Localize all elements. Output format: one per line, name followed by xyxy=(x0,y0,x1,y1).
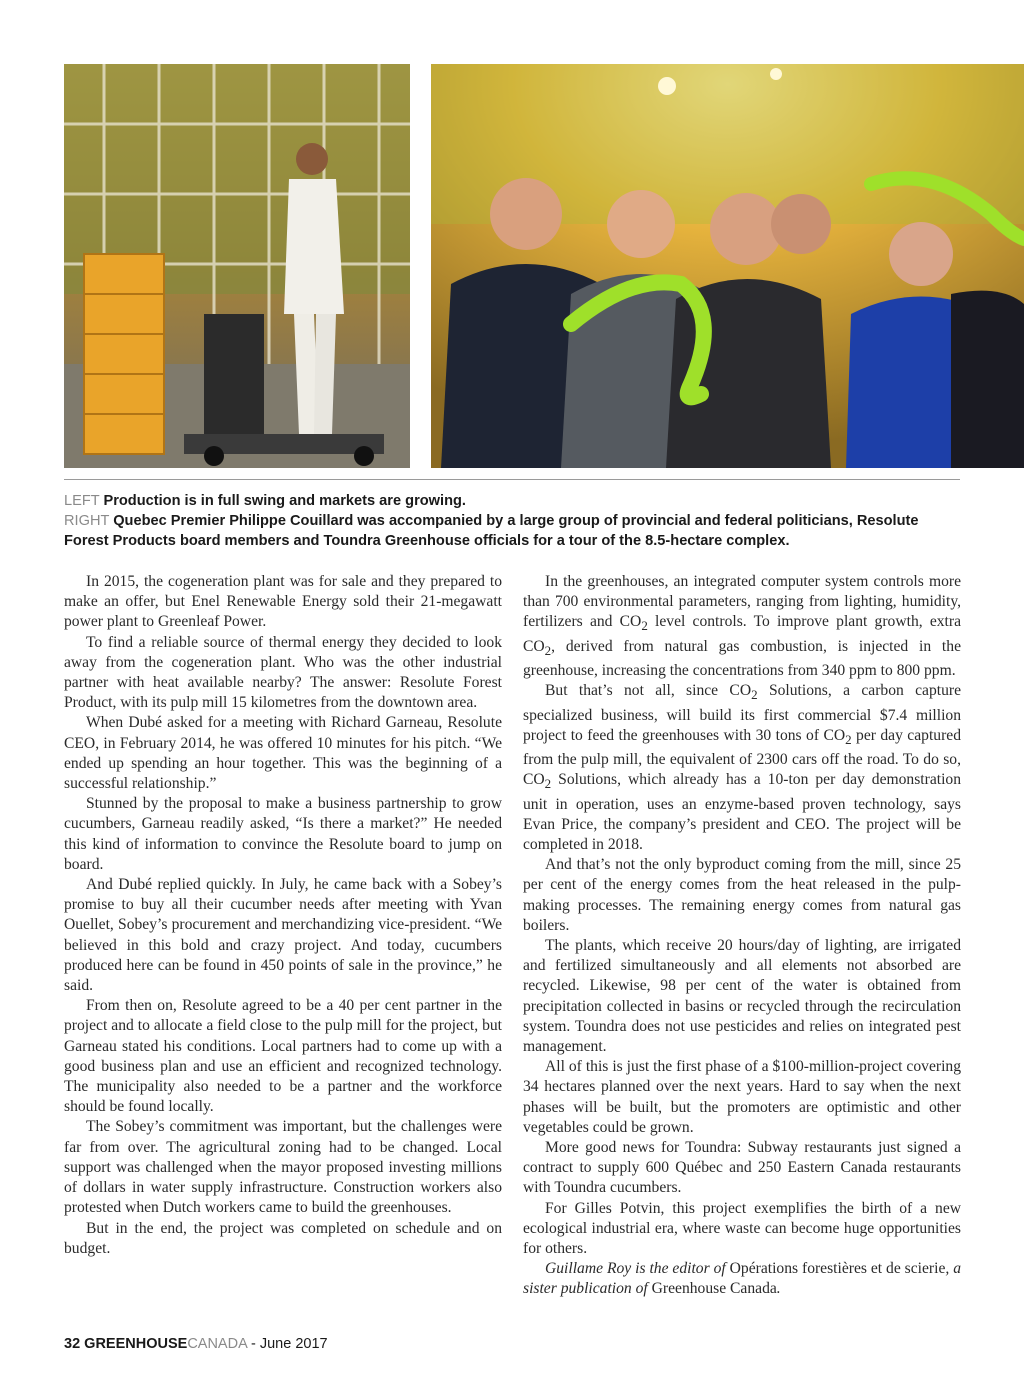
caption-right-text: Quebec Premier Philippe Couillard was accompanied by a large group of provincial and federal politicians, Resolute Forest Products board members and Toundra Greenhouse officials for a tour of the 8.5-hectare complex. xyxy=(64,513,919,549)
paragraph: But that’s not all, since $CO_2$ Solutions, a carbon capture specialized business, will build its first commercial $7.4 million project to feed the greenhouses with 30 tons of $CO_2$ per day captured from the pulp mill, the equivalent of 2300 cars off the road. To do so, $CO_2$ Solutions, which already has a 10-ton per day demonstration unit in operation, uses an enzyme-based proven technology, says Evan Price, the company’s president and CEO. The project will be completed in 2018. xyxy=(523,682,962,853)
article-column-right xyxy=(523,572,961,1300)
greenhouse-worker-image xyxy=(64,64,410,468)
author-credit: Guillame Roy is the editor of Opérations forestières et de scierie, a sister publication of Greenhouse Canada. xyxy=(523,1260,962,1298)
article-column-left xyxy=(64,572,502,1259)
paragraph: In 2015, the cogeneration plant was for sale and they prepared to make an offer, but Enel Renewable Energy sold their 21-megawatt power plant to Greenleaf Power. xyxy=(64,573,502,631)
caption-left xyxy=(64,491,964,511)
caption-divider xyxy=(64,479,960,480)
paragraph: For Gilles Potvin, this project exemplifies the birth of a new ecological industrial era, where waste can become huge opportunities for others. xyxy=(523,1199,961,1258)
paragraph: From then on, Resolute agreed to be a 40 per cent partner in the project and to allocate a field close to the pulp mill for the project, but Garneau stated his conditions. Local partners had to come up with a good business plan and use an efficient and recognized technology. The municipality also needed to be a partner and the workforce should be found locally. xyxy=(64,997,502,1116)
publication-name: GREENHOUSE xyxy=(84,1336,188,1352)
page-number: 32 xyxy=(64,1336,81,1352)
paragraph: And that’s not the only byproduct coming from the mill, since 25 per cent of the energy comes from the heat released in the pulp-making processes. The remaining energy comes from natural gas boilers. xyxy=(523,856,961,934)
paragraph: All of this is just the first phase of a $100-million-project covering 34 hectares planned over the next years. Hard to say when the next phases will be built, but the promoters are optimistic and other vegetables could be grown. xyxy=(523,1058,961,1136)
paragraph: But in the end, the project was completed on schedule and on budget. xyxy=(64,1219,502,1257)
caption-left-label: LEFT xyxy=(64,493,100,509)
photo-left xyxy=(64,64,410,468)
paragraph: And Dubé replied quickly. In July, he came back with a Sobey’s promise to buy all their cucumber needs after meeting with Yvan Ouellet, Sobey’s procurement and merchandizing vice-president. “We believed in this bold and crazy project. And today, cucumbers produced here can be found in 450 points of sale in the province,” he said. xyxy=(64,876,502,995)
paragraph: When Dubé asked for a meeting with Richard Garneau, Resolute CEO, in February 2014, he was offered 10 minutes for his pitch. “We ended up spending an hour together. This was the beginning of a successful relationship.” xyxy=(64,714,502,793)
paragraph: The Sobey’s commitment was important, but the challenges were far from over. The agricultural zoning had to be changed. Local support was challenged when the mayor proposed investing millions of dollars in water supply infrastructure. Construction workers also protested when Dutch workers came to build the greenhouses. xyxy=(64,1118,502,1217)
page-footer xyxy=(64,1336,328,1352)
photo-captions xyxy=(64,491,964,551)
caption-right-label: RIGHT xyxy=(64,513,110,529)
paragraph: In the greenhouses, an integrated computer system controls more than 700 environmental parameters, ranging from lighting, humidity, fertilizers and $CO_2$ level controls. To improve plant growth, extra $CO_2$, derived from natural gas combustion, is injected in the greenhouse, increasing the concentrations from 340 ppm to 800 ppm. xyxy=(523,573,961,680)
paragraph: More good news for Toundra: Subway restaurants just signed a contract to supply 600 Québec and 250 Eastern Canada restaurants with Toundra cucumbers. xyxy=(523,1139,961,1197)
caption-left-text: Production is in full swing and markets are growing. xyxy=(103,493,466,509)
photo-right xyxy=(431,64,1024,468)
paragraph: The plants, which receive 20 hours/day of lighting, are irrigated and fertilized simultaneously and all elements not absorbed are recycled. Likewise, 98 per cent of the water is obtained from precipitation collected in basins or recycled through the recirculation system. Toundra does not use pesticides and relies on integrated pest management. xyxy=(523,937,961,1056)
ribbon-cutting-image xyxy=(431,64,1024,468)
paragraph: To find a reliable source of thermal energy they decided to look away from the cogeneration plant. Who was the other industrial partner with heat available nearby? The answer: Resolute Forest Product, with its pulp mill 15 kilometres from the downtown area. xyxy=(64,633,502,712)
paragraph: Stunned by the proposal to make a business partnership to grow cucumbers, Garneau readily asked, “Is there a market?” He needed this kind of information to convince the Resolute board to jump on board. xyxy=(64,795,502,873)
caption-right xyxy=(64,511,964,551)
issue-date: - June 2017 xyxy=(250,1336,328,1352)
publication-name-suffix: CANADA xyxy=(187,1336,247,1352)
